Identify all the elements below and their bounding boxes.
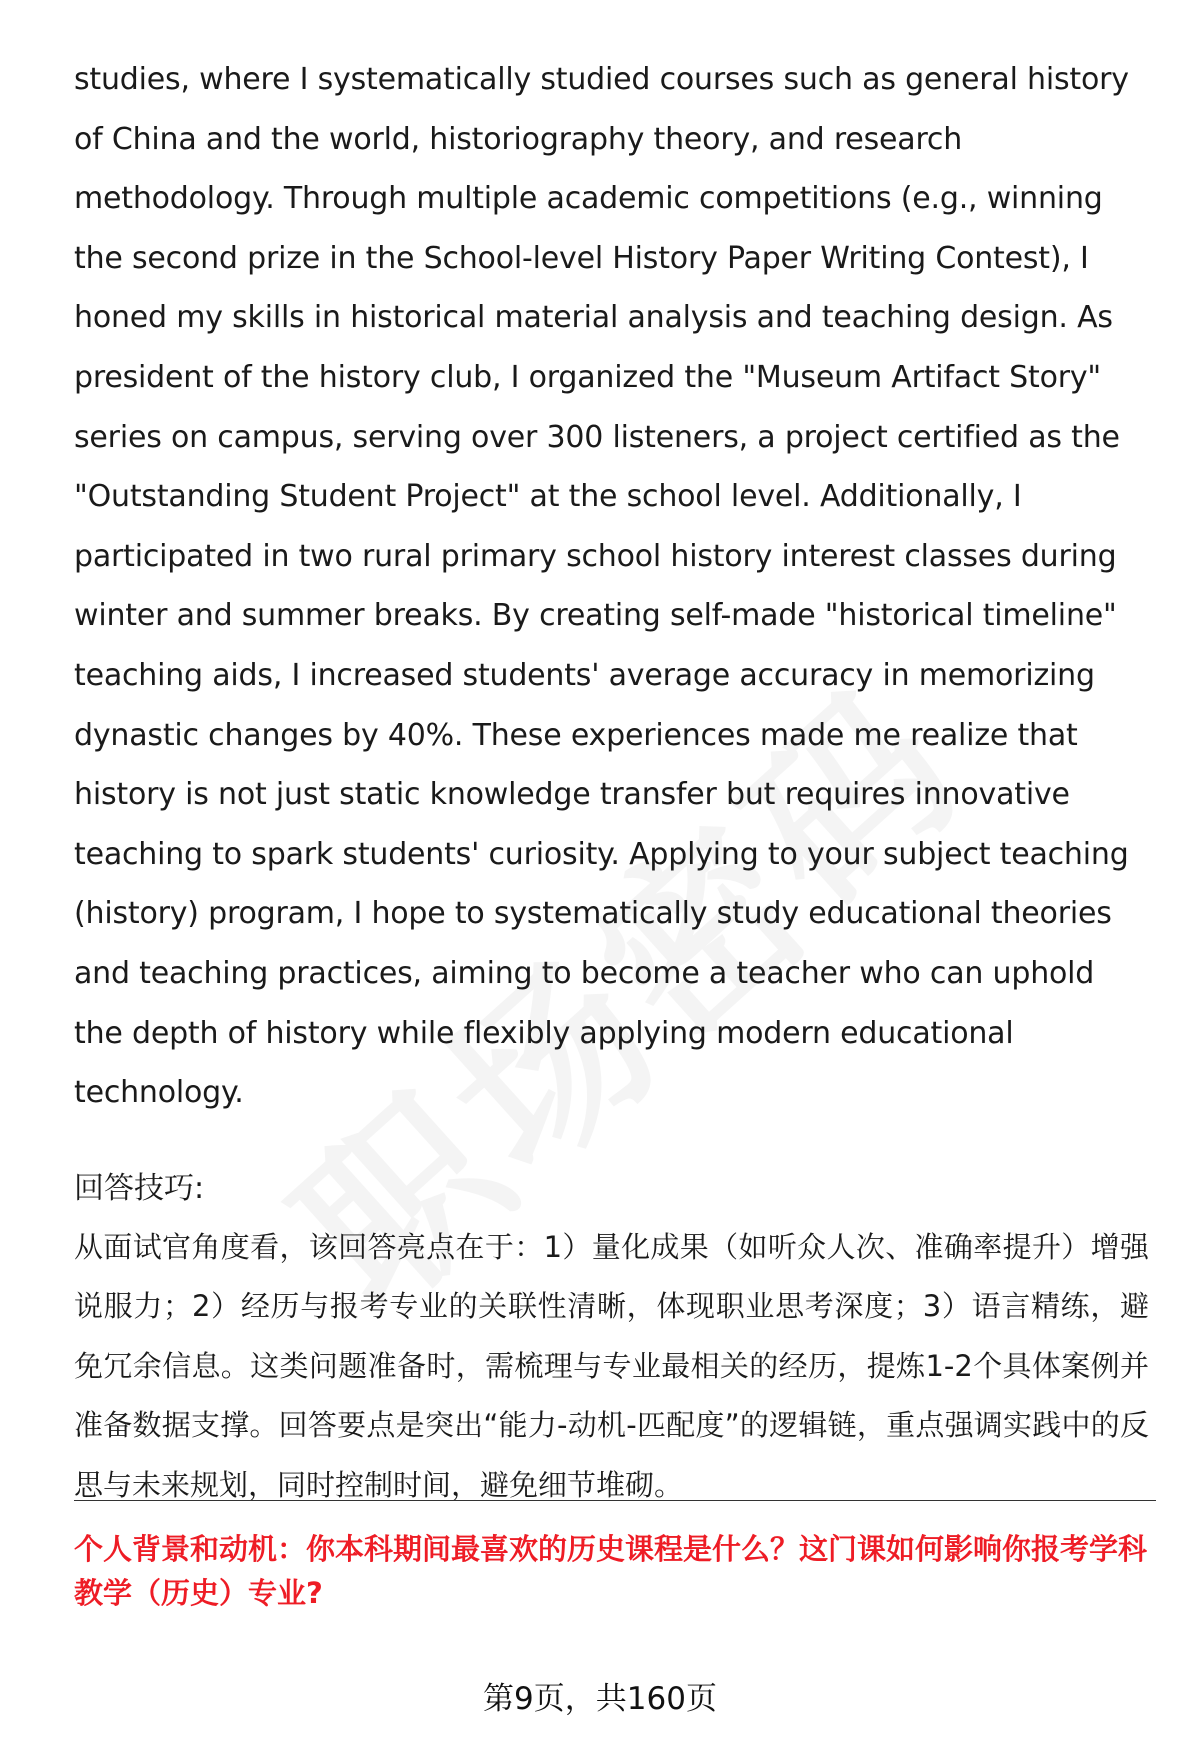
answer-paragraph: studies, where I systematically studied courses such as general history of China and the world, historiography theory, and research methodology. Through multiple academic competitions (e.g., winning the second prize in the School-level History Paper Writing Contest), I honed my skills in historical material analysis and teaching design. As president of the history club, I organized the "Museum Artifact Story" series on campus, serving over 300 listeners, a project certified as the "Outstanding Student Project" at the school level. Additionally, I participated in two rural primary school history interest classes during winter and summer breaks. By creating self-made "historical timeline" teaching aids, I increased students' average accuracy in memorizing dynastic changes by 40%. These experiences made me realize that history is not just static knowledge transfer but requires innovative teaching to spark students' curiosity. Applying to your subject teaching (history) program, I hope to systematically study educational theories and teaching practices, aiming to become a teacher who can uphold the depth of history while flexibly applying modern educational technology. (74, 62, 1129, 1111)
page-indicator: 第9页，共160页 (483, 1681, 717, 1717)
tips-heading: 回答技巧: (74, 1170, 205, 1206)
tips-body: 从面试官角度看，该回答亮点在于：1）量化成果（如听众人次、准确率提升）增强说服力；2）经历与报考专业的关联性清晰，体现职业思考深度；3）语言精练，避免冗余信息。这类问题准备时，需梳理与专业最相关的经历，提炼1-2个具体案例并准备数据支撑。回答要点是突出“能力-动机-匹配度”的逻辑链，重点强调实践中的反思与未来规划，同时控制时间，避免细节堆砌。 (74, 1229, 1149, 1502)
page-content (74, 50, 1149, 1515)
section-divider (74, 1500, 1156, 1501)
next-question-heading: 个人背景和动机：你本科期间最喜欢的历史课程是什么？这门课如何影响你报考学科教学（历史）专业? (74, 1532, 1148, 1610)
